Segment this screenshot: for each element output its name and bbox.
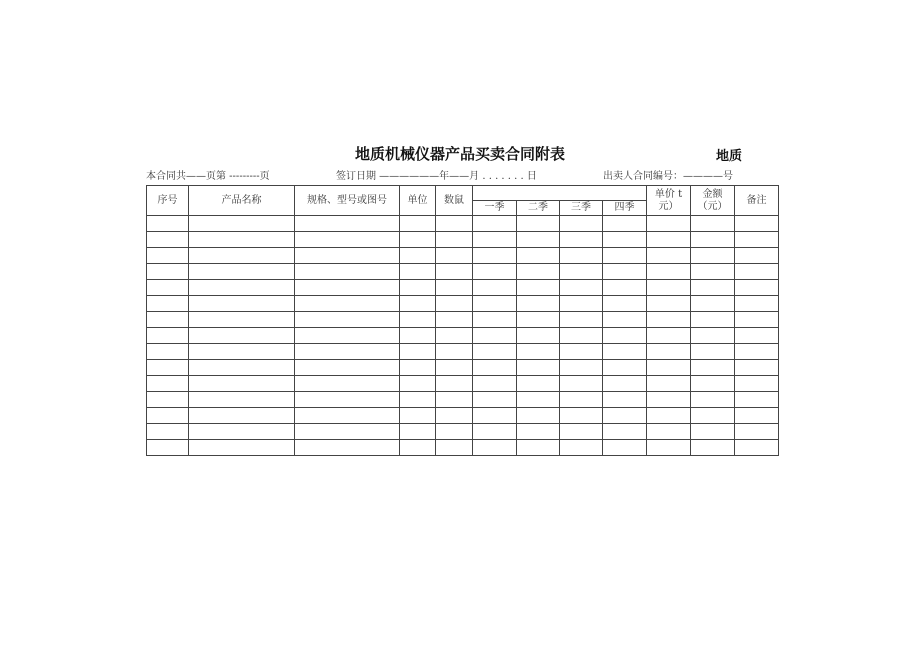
table-cell (647, 392, 691, 408)
table-cell (295, 264, 400, 280)
table-cell (691, 296, 735, 312)
table-cell (189, 360, 295, 376)
table-cell (560, 296, 603, 312)
table-cell (691, 264, 735, 280)
table-row (147, 376, 779, 392)
table-cell (473, 408, 517, 424)
table-row (147, 280, 779, 296)
table-cell (647, 312, 691, 328)
table-cell (436, 440, 473, 456)
table-cell (647, 216, 691, 232)
table-cell (560, 264, 603, 280)
table-cell (603, 360, 647, 376)
table-row (147, 216, 779, 232)
table-cell (400, 280, 436, 296)
table-cell (295, 376, 400, 392)
table-cell (691, 376, 735, 392)
table-cell (517, 296, 560, 312)
table-cell (147, 392, 189, 408)
table-cell (473, 312, 517, 328)
header-amount-line1: 金额 (702, 188, 723, 200)
header-q4: 四季 (603, 201, 647, 216)
table-cell (436, 280, 473, 296)
table-row (147, 440, 779, 456)
table-cell (295, 424, 400, 440)
table-cell (295, 328, 400, 344)
table-cell (517, 440, 560, 456)
sign-date-line: 签订日期 ——————年——月 . . . . . . . 日 (336, 171, 537, 182)
table-cell (691, 312, 735, 328)
table-cell (735, 264, 779, 280)
table-cell (560, 312, 603, 328)
table-cell (691, 328, 735, 344)
table-cell (691, 408, 735, 424)
table-cell (603, 312, 647, 328)
table-cell (647, 280, 691, 296)
table-cell (560, 376, 603, 392)
table-cell (147, 328, 189, 344)
table-body (147, 216, 779, 456)
table-cell (473, 376, 517, 392)
header-row-1 (147, 186, 779, 201)
table-cell (400, 360, 436, 376)
page-count-line: 本合同共——页第 ---------页 (146, 171, 270, 182)
table-cell (473, 280, 517, 296)
contract-number-line: 出卖人合同编号：————号 (603, 171, 733, 182)
table-cell (603, 280, 647, 296)
table-cell (735, 328, 779, 344)
table-cell (517, 328, 560, 344)
header-q2: 二季 (517, 201, 560, 216)
table-cell (147, 344, 189, 360)
table-cell (400, 408, 436, 424)
table-cell (400, 440, 436, 456)
table-cell (517, 232, 560, 248)
table-cell (189, 392, 295, 408)
table-cell (295, 248, 400, 264)
table-cell (400, 392, 436, 408)
table-cell (295, 296, 400, 312)
table-cell (189, 440, 295, 456)
table-cell (473, 360, 517, 376)
table-cell (400, 424, 436, 440)
table-cell (691, 216, 735, 232)
table-cell (436, 424, 473, 440)
table-cell (473, 264, 517, 280)
table-cell (647, 440, 691, 456)
table-cell (647, 328, 691, 344)
table-cell (603, 232, 647, 248)
table-row (147, 264, 779, 280)
header-q3: 三季 (560, 201, 603, 216)
table-cell (517, 344, 560, 360)
table-cell (400, 328, 436, 344)
table-cell (603, 296, 647, 312)
table-cell (295, 344, 400, 360)
table-cell (295, 392, 400, 408)
table-cell (147, 264, 189, 280)
header-remark: 备注 (735, 186, 779, 216)
table-cell (603, 376, 647, 392)
corner-label: 地质 (716, 149, 743, 164)
table-row (147, 408, 779, 424)
table-cell (603, 248, 647, 264)
table-cell (147, 312, 189, 328)
table-cell (189, 424, 295, 440)
table-cell (517, 392, 560, 408)
table-cell (735, 232, 779, 248)
table-cell (189, 232, 295, 248)
table-cell (691, 424, 735, 440)
table-cell (560, 248, 603, 264)
table-cell (735, 424, 779, 440)
header-unit-price-line1: 单价 t (654, 188, 683, 200)
table-cell (295, 216, 400, 232)
table-cell (603, 424, 647, 440)
table-cell (517, 216, 560, 232)
table-cell (147, 376, 189, 392)
table-cell (691, 360, 735, 376)
table-cell (603, 344, 647, 360)
table-cell (400, 344, 436, 360)
table-cell (189, 248, 295, 264)
table-cell (436, 264, 473, 280)
table-cell (735, 344, 779, 360)
table-cell (436, 232, 473, 248)
table-cell (147, 280, 189, 296)
table-cell (436, 344, 473, 360)
table-cell (560, 424, 603, 440)
table-cell (517, 280, 560, 296)
table-cell (473, 216, 517, 232)
header-unit: 单位 (400, 186, 436, 216)
table-cell (436, 248, 473, 264)
table-cell (517, 376, 560, 392)
table-cell (735, 376, 779, 392)
table-cell (400, 216, 436, 232)
table-cell (735, 248, 779, 264)
table-row (147, 312, 779, 328)
table-cell (436, 328, 473, 344)
table-cell (735, 440, 779, 456)
table-cell (560, 328, 603, 344)
table-cell (647, 408, 691, 424)
table-cell (189, 296, 295, 312)
table-cell (400, 264, 436, 280)
table-cell (603, 440, 647, 456)
table-cell (147, 440, 189, 456)
table-cell (647, 248, 691, 264)
table-cell (473, 248, 517, 264)
table-cell (735, 392, 779, 408)
table-cell (147, 360, 189, 376)
table-cell (603, 408, 647, 424)
table-cell (473, 232, 517, 248)
table-cell (735, 312, 779, 328)
table-cell (189, 312, 295, 328)
table-cell (603, 264, 647, 280)
table-row (147, 328, 779, 344)
table-cell (560, 232, 603, 248)
table-cell (295, 312, 400, 328)
table-cell (189, 264, 295, 280)
table-cell (735, 216, 779, 232)
table-cell (691, 344, 735, 360)
table-cell (473, 344, 517, 360)
table-cell (735, 296, 779, 312)
table-cell (647, 376, 691, 392)
table-row (147, 392, 779, 408)
table-cell (436, 360, 473, 376)
table-cell (603, 216, 647, 232)
table-cell (147, 408, 189, 424)
table-cell (691, 232, 735, 248)
header-quantity: 数鼠 (436, 186, 473, 216)
table-cell (400, 232, 436, 248)
table-cell (295, 232, 400, 248)
header-unit-price-line2: 元） (658, 200, 679, 212)
table-cell (735, 360, 779, 376)
table-cell (147, 248, 189, 264)
table-cell (400, 296, 436, 312)
table-row (147, 360, 779, 376)
table-cell (560, 408, 603, 424)
form-title: 地质机械仪器产品买卖合同附表 (354, 145, 565, 163)
table-cell (473, 440, 517, 456)
table-cell (436, 296, 473, 312)
table-cell (295, 280, 400, 296)
table-cell (436, 216, 473, 232)
table-cell (647, 360, 691, 376)
table-cell (691, 392, 735, 408)
table-cell (560, 360, 603, 376)
table-cell (295, 440, 400, 456)
table-row (147, 344, 779, 360)
table-cell (647, 296, 691, 312)
header-product-name: 产品名称 (189, 186, 295, 216)
table-cell (147, 216, 189, 232)
table-cell (473, 392, 517, 408)
table-cell (473, 424, 517, 440)
table-cell (603, 328, 647, 344)
table-cell (189, 280, 295, 296)
header-seq: 序号 (147, 186, 189, 216)
table-cell (603, 392, 647, 408)
table-cell (189, 408, 295, 424)
table-cell (735, 408, 779, 424)
table-cell (473, 296, 517, 312)
table-cell (560, 440, 603, 456)
table-cell (473, 328, 517, 344)
table-cell (436, 376, 473, 392)
header-amount (691, 186, 735, 216)
table-cell (400, 376, 436, 392)
table-row (147, 232, 779, 248)
header-unit-price (647, 186, 691, 216)
header-amount-line2: （元） (697, 200, 728, 212)
table-cell (189, 216, 295, 232)
header-quarters-group (473, 186, 647, 201)
table-cell (647, 424, 691, 440)
table-row (147, 424, 779, 440)
table-cell (189, 328, 295, 344)
table-cell (560, 344, 603, 360)
table-cell (147, 296, 189, 312)
table-cell (735, 280, 779, 296)
table-cell (691, 280, 735, 296)
table-cell (189, 376, 295, 392)
attachment-table (146, 185, 779, 456)
table-cell (517, 424, 560, 440)
table-cell (560, 280, 603, 296)
table-cell (400, 312, 436, 328)
table-cell (647, 232, 691, 248)
table-cell (560, 216, 603, 232)
table-cell (400, 248, 436, 264)
table-cell (517, 408, 560, 424)
header-spec: 规格、型号或图号 (295, 186, 400, 216)
table-cell (517, 248, 560, 264)
table-cell (295, 408, 400, 424)
table-row (147, 248, 779, 264)
table-cell (517, 360, 560, 376)
table-cell (517, 264, 560, 280)
table-cell (691, 248, 735, 264)
table-cell (647, 264, 691, 280)
table-cell (517, 312, 560, 328)
table-cell (691, 440, 735, 456)
table-cell (189, 344, 295, 360)
header-q1: 一季 (473, 201, 517, 216)
table-cell (647, 344, 691, 360)
table-row (147, 296, 779, 312)
table-cell (147, 424, 189, 440)
table-cell (147, 232, 189, 248)
table-cell (295, 360, 400, 376)
table-cell (436, 392, 473, 408)
table-cell (436, 408, 473, 424)
table-cell (560, 392, 603, 408)
table-cell (436, 312, 473, 328)
